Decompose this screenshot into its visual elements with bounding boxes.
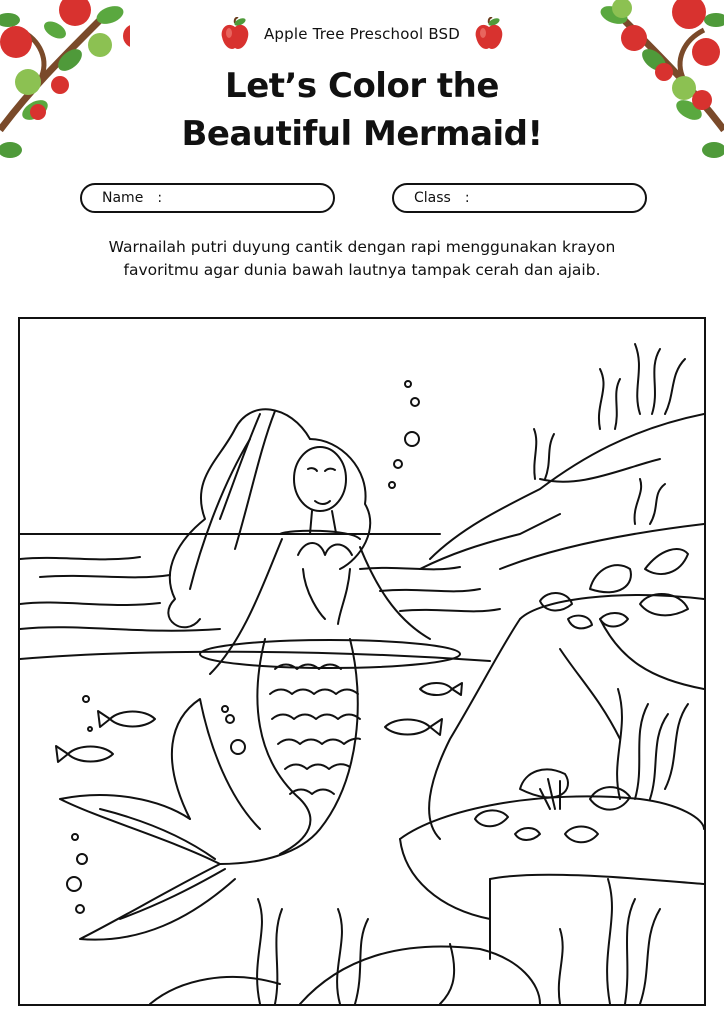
seaweed-top-right bbox=[534, 344, 685, 524]
page-title bbox=[0, 62, 724, 158]
apple-icon bbox=[220, 17, 250, 51]
instructions bbox=[60, 236, 664, 282]
rock-with-shells bbox=[429, 549, 704, 839]
title-line-1: Let’s Color the bbox=[225, 66, 499, 106]
class-label: Class bbox=[414, 190, 451, 206]
apple-icon bbox=[474, 17, 504, 51]
bubbles bbox=[67, 381, 419, 913]
school-name: Apple Tree Preschool BSD bbox=[263, 25, 461, 43]
title-line-2: Beautiful Mermaid! bbox=[181, 114, 543, 154]
coloring-illustration bbox=[18, 317, 706, 1006]
seaweed-bottom bbox=[257, 689, 688, 1004]
bottom-rocks bbox=[150, 944, 540, 1004]
class-field[interactable] bbox=[392, 183, 647, 213]
mermaid bbox=[60, 409, 430, 939]
sea-waves bbox=[20, 534, 500, 668]
instructions-line-2: favoritmu agar dunia bawah lautnya tampak cerah dan ajaib. bbox=[123, 261, 601, 279]
name-label: Name bbox=[102, 190, 144, 206]
cliff-top-right bbox=[420, 414, 704, 569]
class-separator: : bbox=[464, 190, 470, 206]
school-header bbox=[0, 14, 724, 54]
instructions-line-1: Warnailah putri duyung cantik dengan rapi menggunakan krayon bbox=[108, 238, 616, 256]
lower-rock-ledge bbox=[400, 769, 704, 959]
name-separator: : bbox=[157, 190, 163, 206]
name-field[interactable] bbox=[80, 183, 335, 213]
